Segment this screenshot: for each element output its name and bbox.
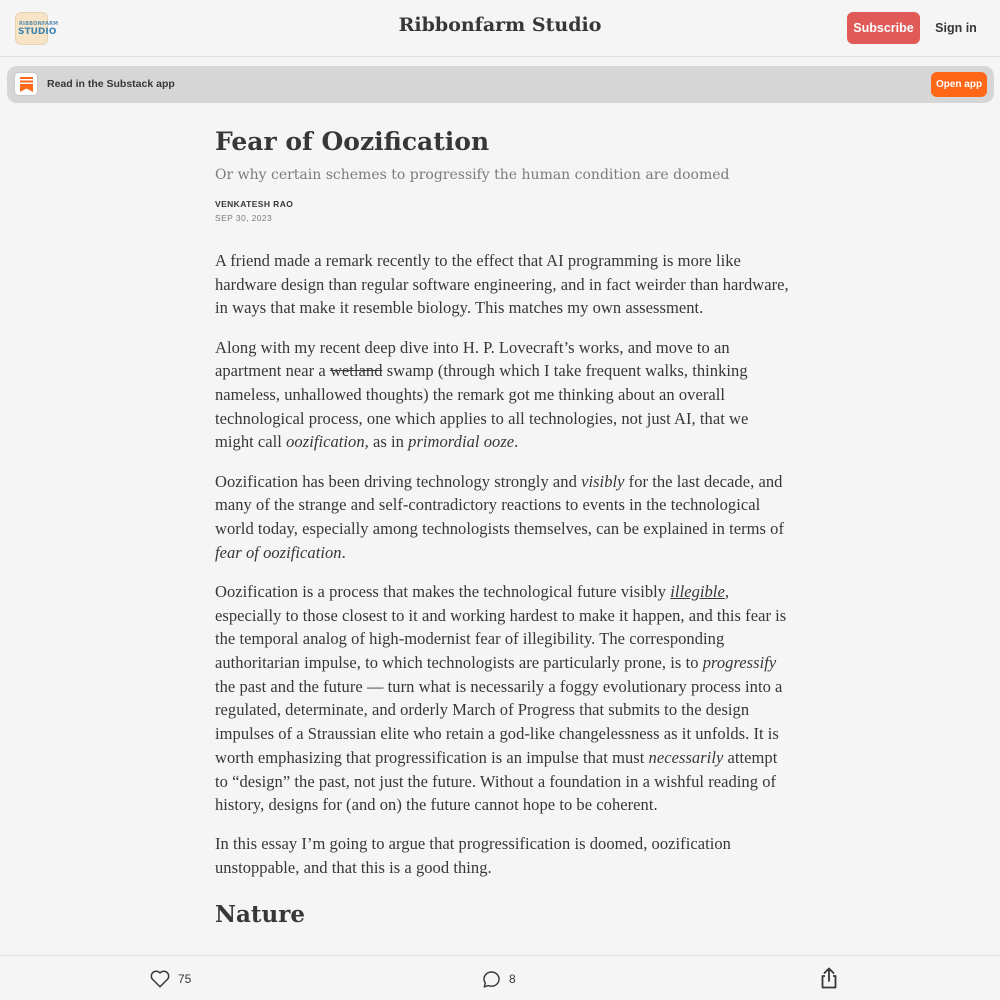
text-run: Along with my recent deep dive into H. P. Lovecraft’s works, and move to an apartment near a xyxy=(215,337,730,381)
like-count: 75 xyxy=(178,972,192,986)
article xyxy=(215,126,790,928)
italic-text: visibly xyxy=(581,471,625,491)
post-body xyxy=(215,249,790,880)
italic-text: fear of oozification xyxy=(215,542,342,562)
paragraph-3 xyxy=(215,470,790,565)
post-subtitle: Or why certain schemes to progressify the human condition are doomed xyxy=(215,167,730,183)
italic-text: primordial ooze xyxy=(408,432,515,452)
logo-text-bottom: STUDIO xyxy=(18,27,57,37)
comment-bubble-icon xyxy=(482,970,501,989)
site-title[interactable]: Ribbonfarm Studio xyxy=(398,14,602,36)
app-banner xyxy=(7,66,994,103)
paragraph-4 xyxy=(215,580,790,817)
like-button[interactable] xyxy=(150,968,191,990)
post-date: SEP 30, 2023 xyxy=(215,213,273,223)
share-button[interactable] xyxy=(818,967,840,989)
paragraph-1: A friend made a remark recently to the effect that AI programming is more like hardware design than regular software engineering, and in fact weirder than hardware, in ways that make it resemble biology. This matches my own assessment. xyxy=(215,251,789,318)
italic-text: progressify xyxy=(702,653,777,673)
comment-count: 8 xyxy=(509,972,516,986)
section-heading: Nature xyxy=(215,900,306,928)
text-run: Oozification is a process that makes the technological future visibly xyxy=(215,581,671,601)
text-run: . xyxy=(341,542,346,562)
subscribe-button[interactable]: Subscribe xyxy=(847,12,920,44)
post-title: Fear of Oozification xyxy=(215,127,490,156)
text-run: the past and the future — turn what is necessarily a foggy evolutionary process into a regulated, determinate, and orderly March of Progress that submits to the design impulses of a Straussian elite who retain a god-like changelessness as it unfolds. It is worth emphasizing that progressification is an impulse that must xyxy=(215,676,783,767)
substack-bookmark-icon xyxy=(14,72,38,96)
publication-logo[interactable] xyxy=(15,12,59,45)
italic-text: necessarily xyxy=(648,747,724,767)
top-bar xyxy=(0,0,1000,57)
app-banner-text: Read in the Substack app xyxy=(47,78,175,90)
logo-text-top: RIBBONFARM xyxy=(19,21,59,27)
text-run: as in xyxy=(368,432,409,452)
italic-text: oozification, xyxy=(286,432,369,452)
paragraph-5: In this essay I’m going to argue that progressification is doomed, oozification unstoppable, and that this is a good thing. xyxy=(215,834,731,878)
illegible-link[interactable]: illegible xyxy=(670,581,725,601)
paragraph-2 xyxy=(215,336,790,455)
text-run: Oozification has been driving technology strongly and xyxy=(215,471,582,491)
author-name[interactable]: VENKATESH RAO xyxy=(215,199,294,209)
sign-in-button[interactable]: Sign in xyxy=(930,12,982,44)
comment-button[interactable] xyxy=(482,968,516,990)
text-run: , especially to those closest to it and working hardest to make it happen, and this fear is the temporal analog of high-modernist fear of illegibility. The corresponding authoritarian impulse, to which technologists are particularly prone, is to xyxy=(215,581,787,673)
text-run: for the last decade, and many of the strange and self-contradictory reactions to events in the technological world today, especially among technologists themselves, can be explained in terms of xyxy=(215,471,785,539)
text-run: swamp (through which I take frequent walks, thinking nameless, unhallowed thoughts) the remark got me thinking about an overall technological process, one which applies to all technologies, not just AI, that we might call xyxy=(215,361,749,452)
strikethrough-text: wetland xyxy=(329,361,383,381)
text-run: attempt to “design” the past, not just the future. Without a foundation in a wishful reading of history, designs for (and on) the future cannot hope to be coherent. xyxy=(215,747,778,815)
open-app-button[interactable]: Open app xyxy=(931,72,987,97)
heart-icon xyxy=(150,970,170,988)
share-icon xyxy=(819,967,839,989)
post-action-bar xyxy=(0,955,1000,1000)
text-run: . xyxy=(514,432,519,452)
